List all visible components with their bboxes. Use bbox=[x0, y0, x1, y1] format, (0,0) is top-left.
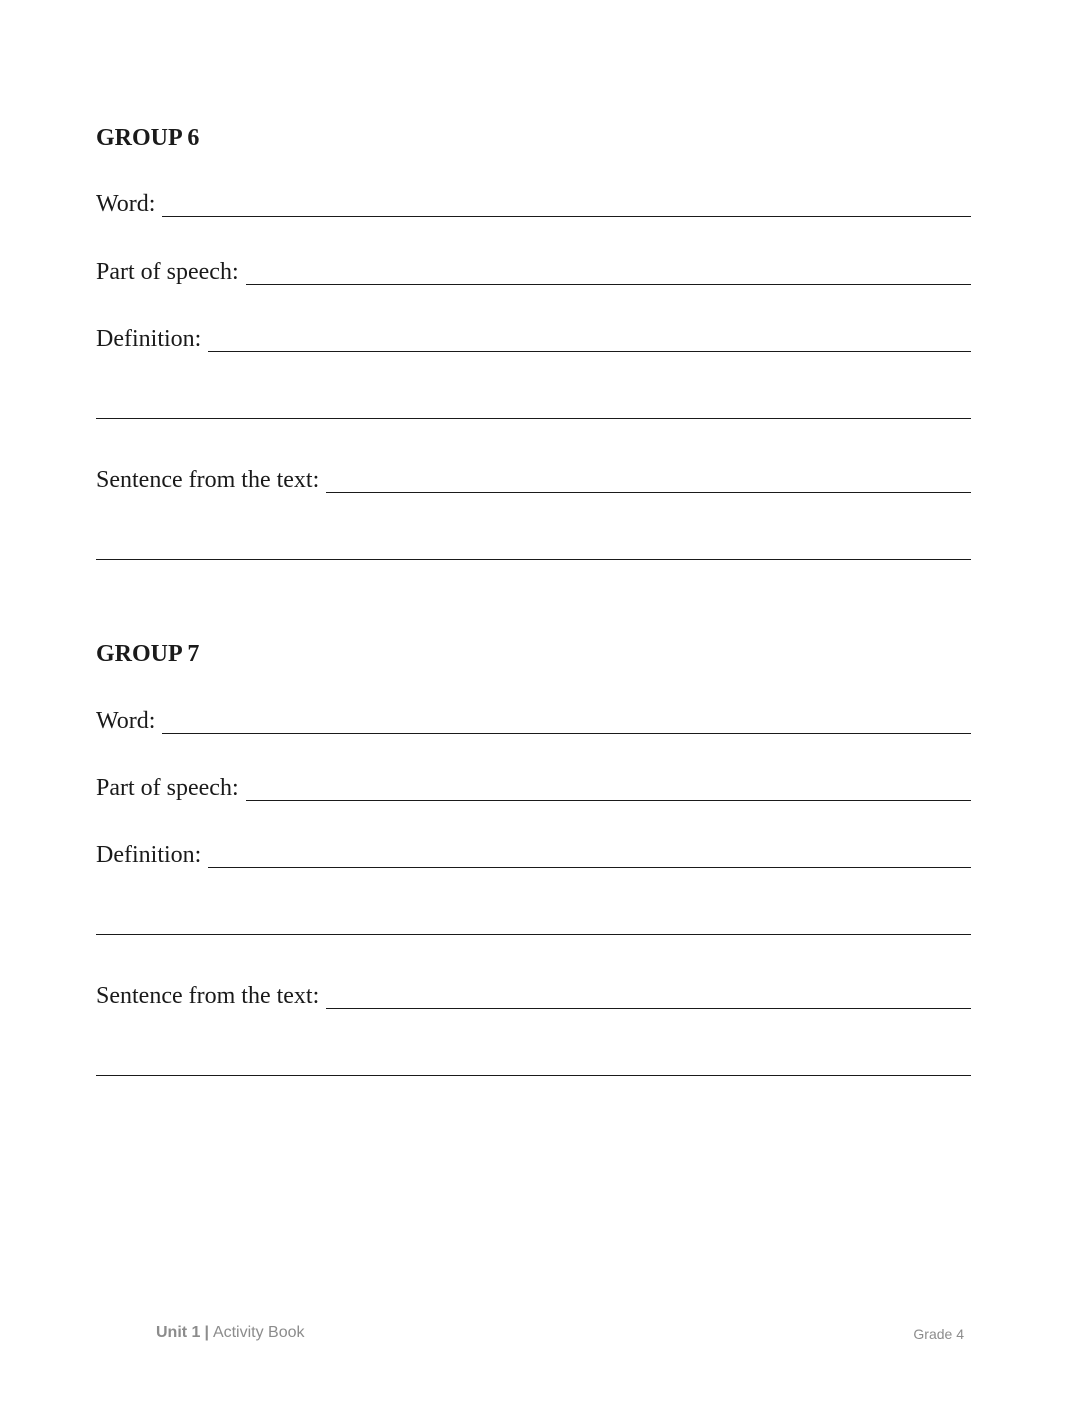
footer-grade: Grade 4 bbox=[913, 1326, 964, 1342]
sentence-label: Sentence from the text: bbox=[96, 983, 320, 1009]
definition-continuation-line[interactable] bbox=[96, 418, 971, 419]
definition-label: Definition: bbox=[96, 326, 202, 352]
footer-book: Activity Book bbox=[212, 1324, 305, 1341]
definition-field bbox=[96, 841, 971, 869]
part-of-speech-field bbox=[96, 774, 971, 802]
part-of-speech-answer-line[interactable] bbox=[246, 284, 971, 285]
group-title: GROUP 7 bbox=[96, 641, 200, 667]
footer-unit: Unit 1 bbox=[156, 1324, 201, 1341]
word-answer-line[interactable] bbox=[162, 216, 971, 217]
part-of-speech-label: Part of speech: bbox=[96, 775, 239, 801]
definition-field bbox=[96, 325, 971, 353]
footer-separator: | bbox=[204, 1324, 209, 1341]
sentence-answer-line[interactable] bbox=[326, 492, 971, 493]
definition-label: Definition: bbox=[96, 842, 202, 868]
word-label: Word: bbox=[96, 708, 156, 734]
sentence-continuation-line[interactable] bbox=[96, 559, 971, 560]
definition-answer-line[interactable] bbox=[208, 867, 971, 868]
sentence-field bbox=[96, 466, 971, 494]
word-field bbox=[96, 190, 971, 218]
footer-unit-info bbox=[156, 1324, 305, 1342]
part-of-speech-answer-line[interactable] bbox=[246, 800, 971, 801]
group-title: GROUP 6 bbox=[96, 125, 200, 151]
part-of-speech-label: Part of speech: bbox=[96, 259, 239, 285]
sentence-answer-line[interactable] bbox=[326, 1008, 971, 1009]
sentence-continuation-line[interactable] bbox=[96, 1075, 971, 1076]
word-label: Word: bbox=[96, 191, 156, 217]
definition-continuation-line[interactable] bbox=[96, 934, 971, 935]
sentence-field bbox=[96, 982, 971, 1010]
definition-answer-line[interactable] bbox=[208, 351, 971, 352]
sentence-label: Sentence from the text: bbox=[96, 467, 320, 493]
word-answer-line[interactable] bbox=[162, 733, 971, 734]
part-of-speech-field bbox=[96, 258, 971, 286]
word-field bbox=[96, 707, 971, 735]
